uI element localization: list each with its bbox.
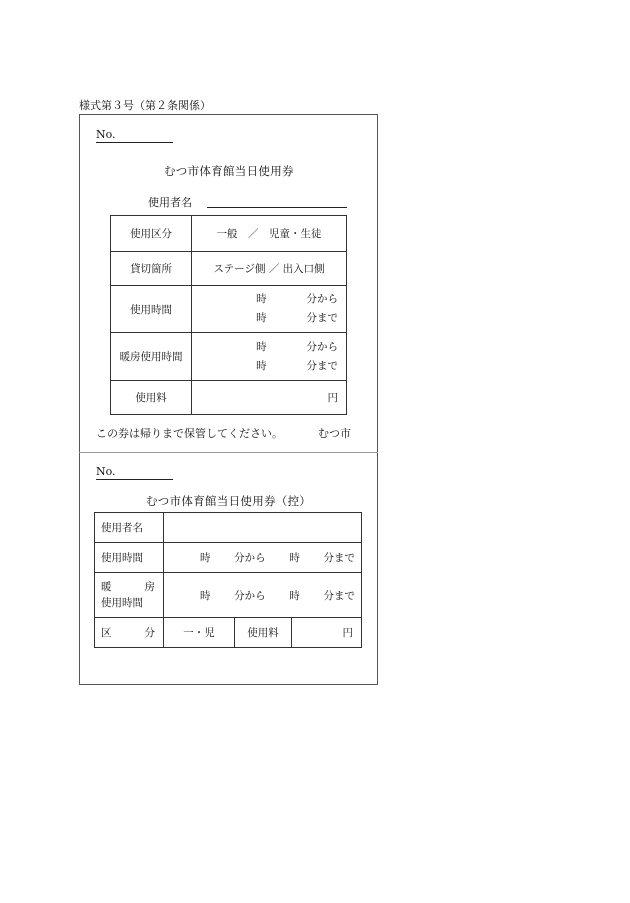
stub-row-user-name (95, 513, 362, 543)
stub-category-value: 一・児 (164, 618, 235, 648)
stub-row-usage-time (95, 543, 362, 573)
stub-user-name-value (164, 513, 362, 543)
stub-category-label-b: 分 (144, 627, 155, 639)
heating-time-value (192, 333, 347, 381)
tear-line (79, 452, 378, 453)
stub-heating-label (95, 573, 164, 618)
usage-time-value (192, 286, 347, 333)
stub-usage-min-1: 分から (234, 552, 266, 564)
row-fee (111, 381, 347, 415)
ticket-table (110, 215, 347, 415)
stub-usage-time-label: 使用時間 (95, 543, 164, 573)
stub-user-name-label: 使用者名 (95, 513, 164, 543)
category-label: 使用区分 (111, 216, 192, 252)
usage-time-min-1: 分から (306, 293, 338, 305)
stub-table (94, 512, 362, 648)
usage-time-min-2: 分まで (306, 312, 338, 324)
serial-number-label: No. (96, 128, 116, 141)
row-category (111, 216, 347, 252)
stub-fee-label: 使用料 (235, 618, 292, 648)
usage-time-hour-1: 時 (256, 293, 267, 305)
stub-heating-label-a1: 暖 (101, 581, 112, 593)
issuer-text: むつ市 (318, 427, 351, 440)
stub-category-label (95, 618, 164, 648)
rental-area-value: ステージ側 ／ 出入口側 (192, 252, 347, 286)
stub-serial-number-line (96, 479, 173, 480)
stub-fee-unit: 円 (292, 618, 362, 648)
stub-heating-min-2: 分まで (323, 589, 355, 602)
stub-usage-hour-1: 時 (200, 552, 211, 564)
stub-heating-value (164, 573, 362, 618)
heating-time-label: 暖房使用時間 (111, 333, 192, 381)
stub-heating-min-1: 分から (234, 589, 266, 602)
user-name-label: 使用者名 (148, 196, 192, 209)
heating-time-hour-1: 時 (256, 340, 267, 353)
stub-title: むつ市体育館当日使用券（控） (146, 494, 312, 508)
stub-usage-hour-2: 時 (289, 552, 300, 564)
stub-heating-hour-1: 時 (200, 589, 211, 602)
stub-usage-min-2: 分まで (323, 552, 355, 564)
stub-category-label-a: 区 (101, 627, 112, 639)
category-value: 一般 ／ 児童・生徒 (192, 216, 347, 252)
heating-time-min-2: 分まで (306, 359, 338, 372)
row-usage-time (111, 286, 347, 333)
usage-time-hour-2: 時 (256, 312, 267, 324)
stub-row-heating (95, 573, 362, 618)
rental-area-label: 貸切箇所 (111, 252, 192, 286)
stub-usage-time-value (164, 543, 362, 573)
notice-text: この券は帰りまで保管してください。 (96, 427, 283, 440)
row-rental-area (111, 252, 347, 286)
stub-serial-number-label: No. (96, 465, 116, 478)
user-name-line (207, 207, 347, 208)
stub-heating-label-a2: 房 (144, 581, 155, 593)
ticket-title: むつ市体育館当日使用券 (164, 164, 294, 178)
form-number-label: 様式第３号（第２条関係） (79, 99, 211, 112)
stub-heating-label-b: 使用時間 (101, 597, 143, 609)
stub-row-category (95, 618, 362, 648)
fee-unit: 円 (192, 381, 347, 415)
heating-time-hour-2: 時 (256, 359, 267, 372)
row-heating-time (111, 333, 347, 381)
usage-time-label: 使用時間 (111, 286, 192, 333)
fee-label: 使用料 (111, 381, 192, 415)
serial-number-line (96, 142, 173, 143)
heating-time-min-1: 分から (306, 340, 338, 353)
stub-heating-hour-2: 時 (289, 589, 300, 602)
